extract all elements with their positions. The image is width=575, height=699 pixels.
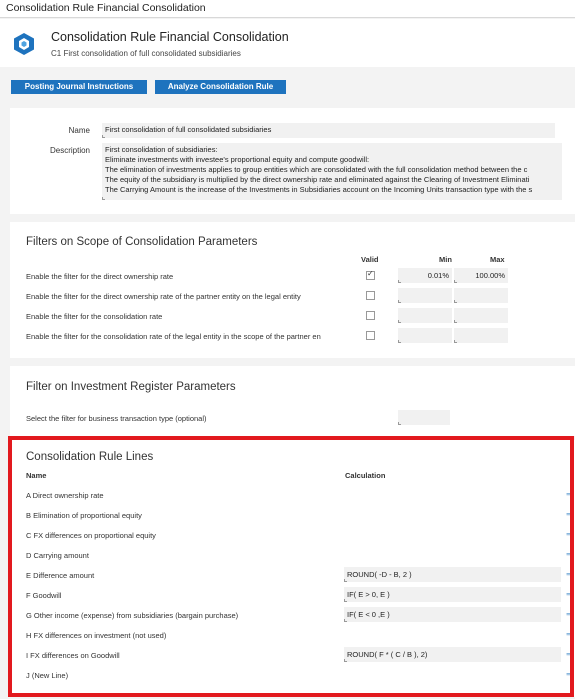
description-line: The equity of the subsidiary is multiplied by the direct ownership rate and eliminated against the Clearing of Investment Eliminati [105,175,530,184]
highlight-frame [8,436,574,697]
calculation-field[interactable]: ROUND( F * ( C / B ), 2) [344,647,561,662]
page-header [0,19,575,67]
col-min: Min [439,255,452,264]
arrow-right-icon[interactable]: ⇒ [566,629,574,639]
filter-row-label: Enable the filter for the direct ownership rate of the partner entity on the legal entity [26,292,301,301]
window-title: Consolidation Rule Financial Consolidation [0,0,575,18]
filter-partner-consolidation-rate-checkbox[interactable] [366,331,375,340]
filter-min-field[interactable] [398,308,452,323]
col-max: Max [490,255,505,264]
investment-title: Filter on Investment Register Parameters [26,381,236,393]
description-line: First consolidation of subsidiaries: [105,145,218,154]
calculation-field[interactable]: IF( E < 0 ,E ) [344,607,561,622]
arrow-right-icon[interactable]: ⇒ [566,549,574,559]
business-transaction-label: Select the filter for business transaction type (optional) [26,414,207,423]
description-line: Eliminate investments with investee's proportional equity and compute goodwill: [105,155,370,164]
filter-max-field[interactable] [454,328,508,343]
name-value: First consolidation of full consolidated subsidiaries [105,125,272,134]
calculation-field[interactable]: ROUND( -D - B, 2 ) [344,567,561,582]
arrow-right-icon[interactable]: ⇒ [566,589,574,599]
filter-row-label: Enable the filter for the consolidation rate of the legal entity in the scope of the partner en [26,332,321,341]
arrow-right-icon[interactable]: ⇒ [566,609,574,619]
filter-min-field[interactable] [398,288,452,303]
arrow-right-icon[interactable]: ⇒ [566,489,574,499]
page-title: Consolidation Rule Financial Consolidation [51,30,289,44]
rule-line-name[interactable]: G Other income (expense) from subsidiaries (bargain purchase) [26,611,239,620]
rule-line-name[interactable]: C FX differences on proportional equity [26,531,156,540]
filter-min-field[interactable]: 0.01% [398,268,452,283]
general-panel [10,108,575,214]
rule-line-name[interactable]: H FX differences on investment (not used) [26,631,167,640]
description-line: The Carrying Amount is the increase of the Investments in Subsidiaries account on the Incoming Units transaction type with the s [105,185,533,194]
arrow-right-icon[interactable]: ⇒ [566,509,574,519]
filter-max-field[interactable] [454,308,508,323]
col-calculation: Calculation [345,471,386,480]
investment-panel [10,366,575,436]
arrow-right-icon[interactable]: ⇒ [566,669,574,679]
name-label: Name [68,126,90,135]
filter-row-label: Enable the filter for the consolidation rate [26,312,163,321]
page-subtitle: C1 First consolidation of full consolidated subsidiaries [51,49,241,58]
filters-panel [10,222,575,358]
filter-row-label: Enable the filter for the direct ownership rate [26,272,174,281]
rule-line-name[interactable]: I FX differences on Goodwill [26,651,120,660]
rule-lines-title: Consolidation Rule Lines [26,451,154,463]
filter-min-field[interactable] [398,328,452,343]
description-line: The elimination of investments applies to group entities which are consolidated with the full consolidation method between the c [105,165,528,174]
col-valid: Valid [361,255,379,264]
calculation-field[interactable]: IF( E > 0, E ) [344,587,561,602]
col-name: Name [26,471,47,480]
description-label: Description [49,146,90,155]
filter-max-field[interactable]: 100.00% [454,268,508,283]
posting-journal-instructions-button[interactable]: Posting Journal Instructions [11,80,147,94]
business-transaction-field[interactable] [398,410,450,425]
filter-consolidation-rate-checkbox[interactable] [366,311,375,320]
arrow-right-icon[interactable]: ⇒ [566,569,574,579]
analyze-consolidation-rule-button[interactable]: Analyze Consolidation Rule [155,80,286,94]
rule-line-name[interactable]: B Elimination of proportional equity [26,511,142,520]
filters-title: Filters on Scope of Consolidation Parameters [26,236,258,248]
rule-line-name[interactable]: J (New Line) [26,671,69,680]
rule-line-name[interactable]: F Goodwill [26,591,62,600]
arrow-right-icon[interactable]: ⇒ [566,529,574,539]
filter-max-field[interactable] [454,288,508,303]
rule-line-name[interactable]: E Difference amount [26,571,95,580]
filter-direct-ownership-checkbox[interactable] [366,271,375,280]
rule-line-name[interactable]: D Carrying amount [26,551,89,560]
consolidation-cube-icon [13,32,35,56]
arrow-right-icon[interactable]: ⇒ [566,649,574,659]
filter-partner-ownership-checkbox[interactable] [366,291,375,300]
rule-line-name[interactable]: A Direct ownership rate [26,491,104,500]
description-field[interactable] [102,143,562,200]
name-field[interactable] [102,123,555,138]
